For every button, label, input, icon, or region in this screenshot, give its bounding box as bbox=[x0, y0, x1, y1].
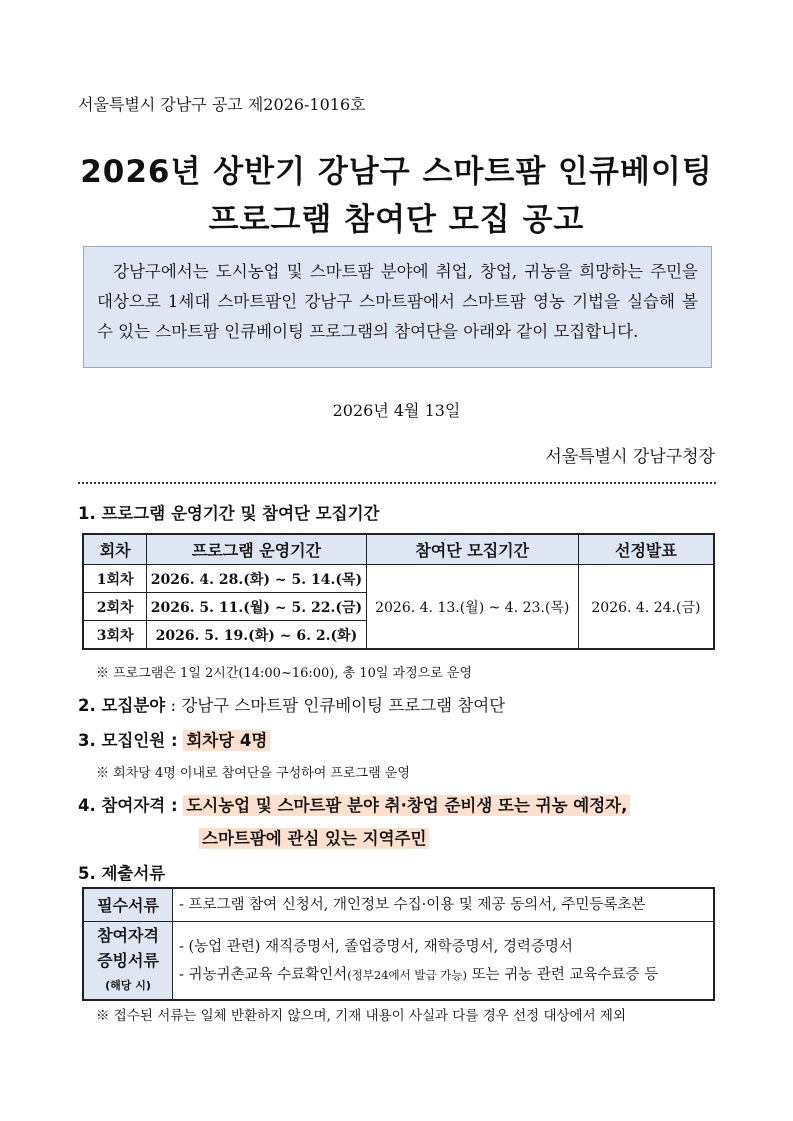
required-docs-value: - 프로그램 참여 신청서, 개인정보 수집·이용 및 제공 동의서, 주민등록초본 bbox=[173, 888, 715, 922]
proof-line2-a: - 귀농귀촌교육 수료확인서 bbox=[179, 966, 348, 983]
page-title-line2: 프로그램 참여단 모집 공고 bbox=[208, 202, 585, 238]
table-row bbox=[83, 565, 714, 593]
section2-sep: : bbox=[165, 696, 182, 715]
round-cell: 3회차 bbox=[83, 621, 147, 650]
issuer: 서울특별시 강남구청장 bbox=[545, 447, 715, 467]
notice-date: 2026년 4월 13일 bbox=[332, 401, 461, 420]
section4-line2 bbox=[199, 825, 429, 849]
intro-text: 강남구에서는 도시농업 및 스마트팜 분야에 취업, 창업, 귀농을 희망하는 주민을 대상으로 1세대 스마트팜인 강남구 스마트팜에서 스마트팜 영농 기법을 실습해 볼 수 있는 스마트팜 인큐베이팅 프로그램의 참여단을 아래와 같이 모집합니다. bbox=[97, 262, 698, 341]
section3-value: 회차당 4명 bbox=[183, 730, 270, 751]
proof-line2-c: 또는 귀농 관련 교육수료증 등 bbox=[467, 966, 659, 983]
proof-docs-label bbox=[83, 922, 173, 1001]
section5-note: ※ 접수된 서류는 일체 반환하지 않으며, 기재 내용이 사실과 다를 경우 선정 대상에서 제외 bbox=[96, 1008, 627, 1024]
section1-note: ※ 프로그램은 1일 2시간(14:00~16:00), 총 10일 과정으로 운영 bbox=[96, 666, 473, 681]
proof-line2-b: (정부24에서 발급 가능) bbox=[347, 967, 467, 982]
section2-heading: 2. 모집분야 bbox=[78, 696, 166, 715]
section5-heading: 5. 제출서류 bbox=[78, 864, 166, 883]
section3-heading: 3. 모집인원 : bbox=[78, 731, 178, 750]
proof-line2 bbox=[179, 961, 707, 989]
recruit-period-cell: 2026. 4. 13.(월) ~ 4. 23.(목) bbox=[366, 565, 578, 650]
section1-heading: 1. 프로그램 운영기간 및 참여단 모집기간 bbox=[78, 504, 380, 523]
section2 bbox=[78, 692, 505, 716]
period-cell: 2026. 5. 11.(월) ~ 5. 22.(금) bbox=[147, 593, 366, 621]
proof-label-line1: 참여자격 bbox=[97, 926, 159, 945]
section4 bbox=[78, 792, 630, 816]
proof-label-line3: (해당 시) bbox=[105, 979, 151, 992]
table-row bbox=[83, 888, 714, 922]
announce-date-cell: 2026. 4. 24.(금) bbox=[578, 565, 714, 650]
header-round: 회차 bbox=[83, 534, 147, 565]
period-cell: 2026. 4. 28.(화) ~ 5. 14.(목) bbox=[147, 565, 366, 593]
table-row bbox=[83, 922, 714, 1001]
section3-note: ※ 회차당 4명 이내로 참여단을 구성하여 프로그램 운영 bbox=[96, 766, 410, 781]
period-cell: 2026. 5. 19.(화) ~ 6. 2.(화) bbox=[147, 621, 366, 650]
section2-value: 강남구 스마트팜 인큐베이팅 프로그램 참여단 bbox=[181, 696, 506, 715]
documents-table bbox=[82, 887, 715, 1001]
schedule-table bbox=[82, 533, 715, 650]
round-cell: 2회차 bbox=[83, 593, 147, 621]
divider bbox=[78, 482, 716, 484]
intro-box bbox=[83, 246, 712, 368]
header-announce: 선정발표 bbox=[578, 534, 714, 565]
page-title-line1: 2026년 상반기 강남구 스마트팜 인큐베이팅 bbox=[80, 154, 713, 190]
proof-line1: - (농업 관련) 재직증명서, 졸업증명서, 재학증명서, 경력증명서 bbox=[179, 938, 573, 955]
section4-heading: 4. 참여자격 : bbox=[78, 796, 178, 815]
round-cell: 1회차 bbox=[83, 565, 147, 593]
section4-value-line1: 도시농업 및 스마트팜 분야 취·창업 준비생 또는 귀농 예정자, bbox=[183, 795, 630, 816]
required-docs-label: 필수서류 bbox=[83, 888, 173, 922]
notice-number: 서울특별시 강남구 공고 제2026-1016호 bbox=[78, 95, 366, 114]
proof-docs-value bbox=[173, 922, 715, 1001]
header-period: 프로그램 운영기간 bbox=[147, 534, 366, 565]
section3 bbox=[78, 727, 270, 751]
proof-label-line2: 증빙서류 bbox=[97, 951, 159, 970]
header-recruit: 참여단 모집기간 bbox=[366, 534, 578, 565]
section4-value-line2: 스마트팜에 관심 있는 지역주민 bbox=[199, 828, 429, 849]
